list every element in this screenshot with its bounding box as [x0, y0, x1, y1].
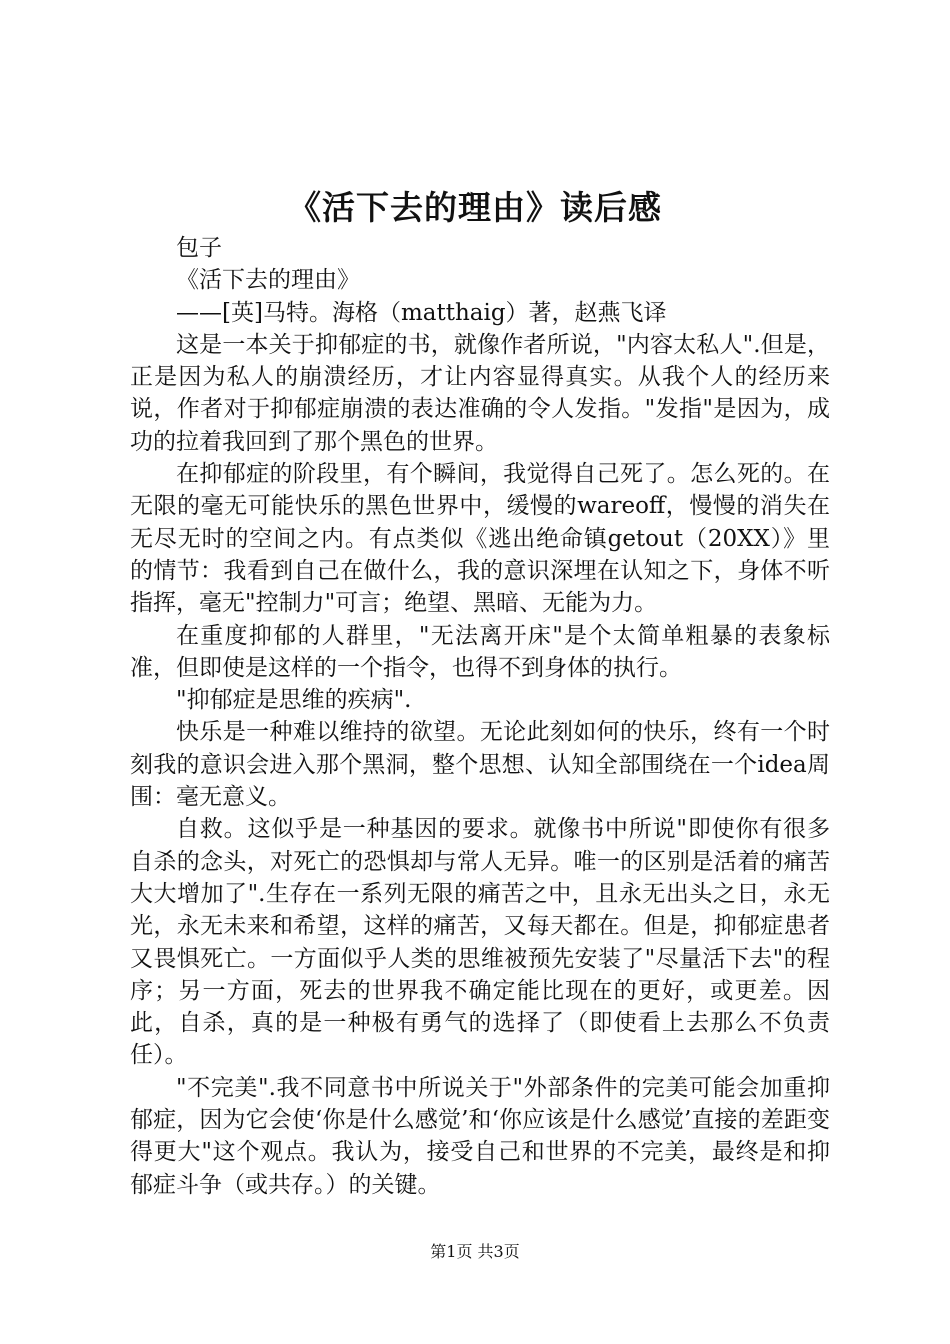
paragraph: 在抑郁症的阶段里，有个瞬间，我觉得自己死了。怎么死的。在无限的毫无可能快乐的黑色世界中，缓慢的wareoff，慢慢的消失在无尽无时的空间之内。有点类似《逃出绝命镇getout（20XX）》里的情节：我看到自己在做什么，我的意识深埋在认知之下，身体不听指挥，毫无"控制力"可言；绝望、黑暗、无能为力。 [130, 461, 830, 617]
paragraph: "抑郁症是思维的疾病". [176, 687, 412, 714]
author-line: 包子 [176, 235, 222, 261]
book-title-line: 《活下去的理由》 [176, 267, 360, 294]
paragraph: 快乐是一种难以维持的欲望。无论此刻如何的快乐，终有一个时刻我的意识会进入那个黑洞，整个思想、认知全部围绕在一个idea周围：毫无意义。 [130, 719, 830, 811]
page-title: 《活下去的理由》读后感 [288, 188, 662, 227]
paragraph: "不完美".我不同意书中所说关于"外部条件的完美可能会加重抑郁症，因为它会使‘你是什么感觉’和‘你应该是什么感觉’直接的差距变得更大"这个观点。我认为，接受自己和世界的不完美，最终是和抑郁症斗争（或共存。）的关键。 [130, 1074, 830, 1198]
paragraph: 自救。这似乎是一种基因的要求。就像书中所说"即使你有很多自杀的念头，对死亡的恐惧却与常人无异。唯一的区别是活着的痛苦大大增加了".生存在一系列无限的痛苦之中，且永无出头之日，永无光，永无未来和希望，这样的痛苦，又每天都在。但是，抑郁症患者又畏惧死亡。一方面似乎人类的思维被预先安装了"尽量活下去"的程序；另一方面，死去的世界我不确定能比现在的更好，或更差。因此，自杀，真的是一种极有勇气的选择了（即使看上去那么不负责任）。 [130, 816, 830, 1069]
paragraph: 在重度抑郁的人群里，"无法离开床"是个太简单粗暴的表象标准，但即使是这样的一个指令，也得不到身体的执行。 [130, 622, 830, 681]
paragraph: 这是一本关于抑郁症的书，就像作者所说，"内容太私人".但是，正是因为私人的崩溃经历，才让内容显得真实。从我个人的经历来说，作者对于抑郁症崩溃的表达准确的令人发指。"发指"是因为，成功的拉着我回到了那个黑色的世界。 [130, 331, 830, 455]
credit-line: ——[英]马特。海格（matthaig）著，赵燕飞译 [176, 299, 667, 326]
page-footer: 第1页 共3页 [430, 1242, 520, 1261]
document-body [130, 232, 830, 1201]
